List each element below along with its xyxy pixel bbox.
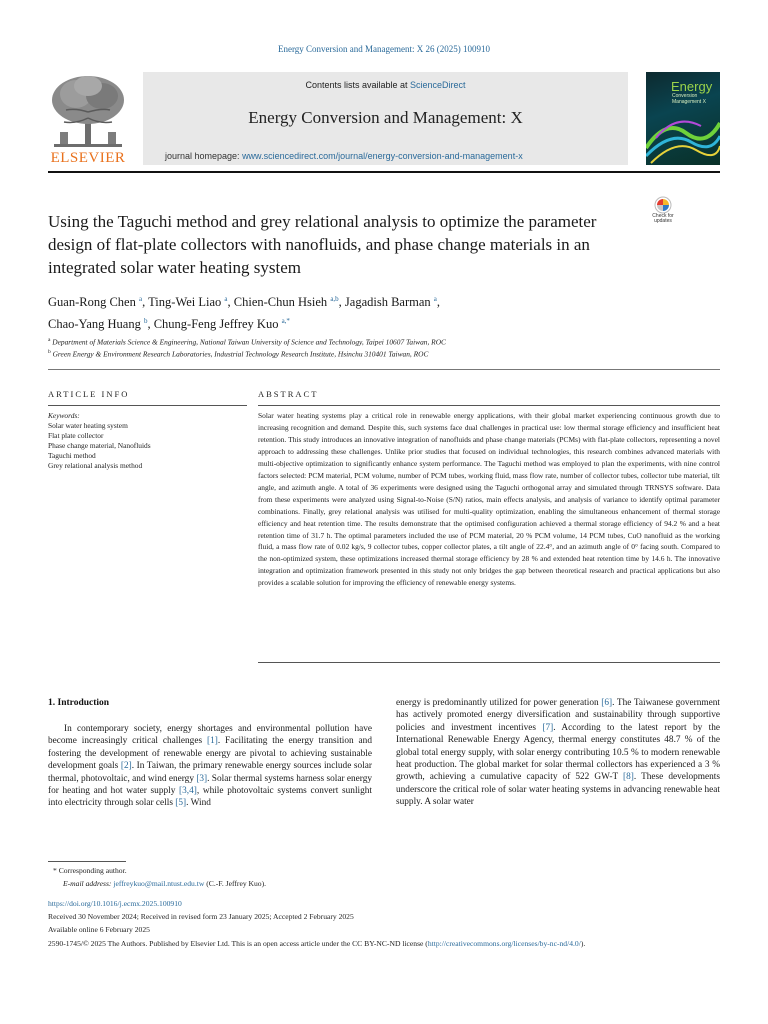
cover-subtitle-line1: Conversion: [672, 93, 698, 99]
check-for-updates-badge[interactable]: [648, 196, 678, 230]
affiliations: [48, 335, 708, 360]
citation-link[interactable]: [3,4]: [179, 786, 197, 797]
affiliation-line: [48, 335, 708, 347]
citation-link[interactable]: [6]: [601, 698, 613, 708]
keyword-list: [48, 421, 247, 471]
introduction-heading: 1. Introduction: [48, 698, 110, 708]
body-text: . In Taiwan, the primary renewable energy sources include solar thermal, photovoltaic, and wind energy: [48, 761, 373, 784]
homepage-link[interactable]: www.sciencedirect.com/journal/energy-conversion-and-management-x: [242, 151, 523, 161]
license-link[interactable]: http://creativecommons.org/licenses/by-nc-nd/4.0/: [427, 939, 581, 948]
available-online-date: Available online 6 February 2025: [48, 925, 150, 934]
author-affiliation-mark[interactable]: b: [143, 317, 148, 326]
abstract-text: Solar water heating systems play a critical role in renewable energy applications, with their global market experiencing continuous growth due to increasing recognition and demand. Despite this, such systems face dual challenges in practical use: low thermal storage efficiency and insufficient heat retention. This study introduces an innovative integration of nanofluids and phase change materials (PCMs) with flat-plate collectors, representing a novel approach to addressing these challenges. Unlike prior studies that focused on individual technologies, this research combines advanced materials with multi-objective optimization to significantly enhance system performance. The Taguchi method was employed to plan the experiments, with nine control factors selected: PCM material, PCM volume, number of PCM tubes, working fluid, mass flow rate, number of collector tubes, collector tube material, tilt angle, and azimuth angle. A total of 36 experiments were designed using the Taguchi orthogonal array and simulated through TRNSYS software. Data from these experiments were analyzed using Signal-to-Noise (S/N) ratios, main effects analysis, and analysis of variance to identify optimal parameter combinations. Finally, grey relational analysis was utilised for multi-quality optimization, enabling the simultaneous enhancement of thermal storage efficiency and heat retention time. The results demonstrate that the optimised configuration achieved a thermal storage efficiency of 94.2 % and a heat retention time of 31.7 h. The optimal parameters included the use of PCM material, 20 % PCM volume, 14 PCM tubes, CuO nanofluid as the working fluid, a mass flow rate of 0.02 kg/s, 9 collector tubes, copper collector plates, a tilt angle of 22.4°, and an azimuth angle of 0° facing south. Compared to the non-optimized system, these optimizations increased thermal storage efficiency by 28 % and extended heat retention time by 14.6 h. The innovative integration and optimization framework presented in this study not only bridges the gap between theoretical research and practical applications but also provides a scalable solution for improving the efficiency of renewable energy systems.: [258, 411, 720, 588]
author-affiliation-mark[interactable]: a: [224, 295, 228, 303]
keyword-item: Flat plate collector: [48, 431, 104, 441]
body-text: . According to the latest report by the International Renewable Energy Agency, thermal energy constitutes 48.7 % of the global total energy supply, with solar energy contributing 10.5 % to modern renewable heat production. The global market for solar thermal collectors has experienced a 3 % growth, achieving a cumulative capacity of 522 GW-T: [396, 722, 720, 783]
license-end: ).: [580, 939, 586, 948]
abstract-rule-top: [258, 405, 720, 406]
author-name[interactable]: Chao-Yang Huang: [48, 317, 141, 332]
body-text: In contemporary society, energy shortages and environmental pollution have become increasingly critical challenges: [48, 724, 372, 747]
doi-link[interactable]: https://doi.org/10.1016/j.ecmx.2025.100910: [48, 899, 182, 908]
keyword-item: Grey relational analysis method: [48, 461, 143, 471]
journal-title[interactable]: Energy Conversion and Management: X: [248, 108, 523, 127]
body-text: . Solar thermal systems harness solar energy for heating and hot water supply: [48, 773, 372, 797]
introduction-column-left: [48, 723, 372, 810]
cover-subtitle: [672, 94, 706, 105]
citation-link[interactable]: [3]: [196, 773, 208, 784]
check-updates-label: Check for updates: [652, 213, 674, 225]
keywords-block: [48, 411, 247, 472]
citation-link[interactable]: [1]: [206, 736, 218, 747]
article-info-heading: ARTICLE INFO: [48, 389, 130, 399]
elsevier-logo[interactable]: [46, 72, 130, 164]
citation-link[interactable]: [5]: [175, 798, 187, 809]
body-text: energy is predominantly utilized for power generation: [396, 698, 602, 708]
body-text: . Facilitating the energy transition and fostering the development of renewable energy are pivotal to achieving sustainable development goals: [48, 736, 372, 772]
email-suffix: (C.-F. Jeffrey Kuo).: [204, 879, 267, 888]
contents-line: [143, 80, 628, 90]
body-text: . Wind: [186, 798, 211, 809]
affiliation-text: Department of Materials Science & Engineering, National Taiwan University of Science and Technology, Taipei 10607 Taiwan, ROC: [50, 337, 446, 347]
author-name[interactable]: Chien-Chun Hsieh: [233, 295, 328, 310]
body-text: . The Taiwanese government has actively promoted energy diversification and sustainability through supportive policies and investment incentives: [396, 698, 720, 733]
email-line: [63, 879, 266, 888]
author-name[interactable]: Jagadish Barman: [344, 295, 431, 310]
homepage-line: [165, 151, 523, 161]
email-label: E-mail address:: [63, 879, 114, 888]
contents-prefix: Contents lists available at: [305, 80, 411, 90]
sciencedirect-link[interactable]: ScienceDirect: [410, 80, 466, 90]
author-name[interactable]: Chung-Feng Jeffrey Kuo: [153, 317, 279, 332]
body-text: , while photovoltaic systems convert sunlight into electricity through solar cells: [48, 786, 372, 809]
check-updates-icon: [648, 196, 678, 214]
journal-citation[interactable]: Energy Conversion and Management: X 26 (2025) 100910: [277, 44, 491, 54]
introduction-column-right: [396, 697, 720, 809]
citation-link[interactable]: [8]: [623, 772, 634, 783]
abstract-rule-bottom: [258, 662, 720, 663]
author-name[interactable]: Ting-Wei Liao: [148, 295, 222, 310]
cover-subtitle-mark: X: [702, 98, 706, 105]
paper-title: Using the Taguchi method and grey relational analysis to optimize the parameter design of flat-plate collectors with nanofluids, and phase change materials in an integrated solar water heating system: [48, 212, 597, 277]
homepage-label: journal homepage:: [165, 151, 243, 161]
affiliation-text: Green Energy & Environment Research Laboratories, Industrial Technology Research Institute, Hsinchu 310401 Taiwan, ROC: [50, 349, 429, 359]
header-rule: [48, 171, 720, 173]
author-affiliation-mark[interactable]: a,*: [281, 317, 290, 326]
affiliation-mark: b: [48, 349, 51, 356]
elsevier-wordmark: ELSEVIER: [50, 150, 126, 166]
affiliation-line: [48, 347, 708, 359]
cover-title: Energy: [671, 79, 713, 94]
journal-cover[interactable]: [646, 72, 720, 165]
author-list: Guan-Rong Chen $^a$, Ting-Wei Liao $^a$, Chien-Chun Hsieh $^{a,b}$, Jagadish Barman $^a$, Chao-Yang Huang $^b$, Chung-Feng Jeffrey Kuo $^{a,*}$: [48, 295, 441, 332]
email-link[interactable]: jeffreykuo@mail.ntust.edu.tw: [113, 879, 205, 888]
cover-subtitle-line2: Management X: [672, 98, 706, 105]
corresponding-author-note: * Corresponding author.: [53, 866, 127, 875]
license-statement: [48, 938, 720, 950]
footnote-rule: [48, 861, 126, 862]
affiliation-mark: a: [48, 337, 51, 343]
article-info-rule: [48, 405, 247, 406]
received-dates: Received 30 November 2024; Received in revised form 23 January 2025; Accepted 2 February 2025: [48, 912, 354, 921]
keywords-label: Keywords:: [48, 411, 80, 420]
journal-header: [143, 72, 628, 165]
author-affiliation-mark[interactable]: a: [138, 295, 143, 303]
citation-link[interactable]: [7]: [542, 722, 554, 733]
author-affiliation-mark[interactable]: a: [433, 295, 437, 303]
author-affiliation-mark[interactable]: a,b: [330, 295, 339, 303]
body-text: . These developments underscore the critical role of solar water heating systems in advancing renewable heat supply. A solar water: [396, 772, 721, 808]
keyword-item: Solar water heating system: [48, 421, 128, 431]
author-name[interactable]: Guan-Rong Chen: [48, 295, 136, 310]
affiliation-rule: [48, 369, 720, 370]
abstract-heading: ABSTRACT: [258, 389, 319, 399]
citation-link[interactable]: [2]: [120, 761, 132, 772]
keyword-item: Taguchi method: [48, 451, 96, 461]
elsevier-tree-icon: [46, 72, 130, 150]
cover-swirl-image: [646, 108, 720, 165]
keyword-item: Phase change material, Nanofluids: [48, 441, 151, 451]
license-text: 2590-1745/© 2025 The Authors. Published by Elsevier Ltd. This is an open access article under the CC BY-NC-ND license (: [48, 939, 428, 948]
